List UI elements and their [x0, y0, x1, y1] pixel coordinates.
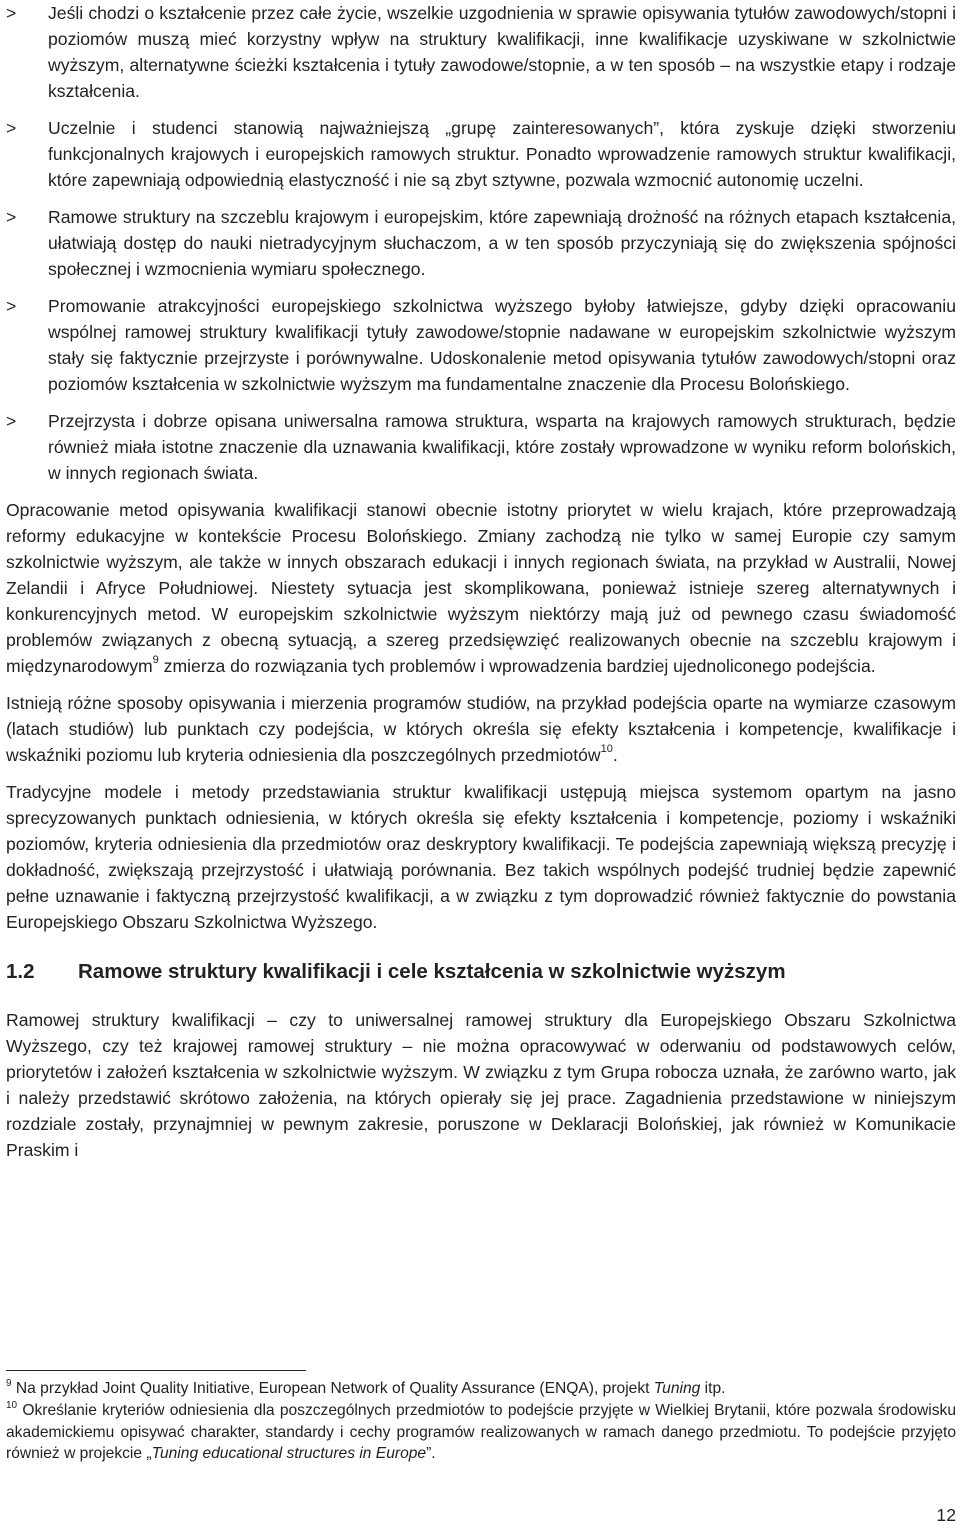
footnote-10 [6, 1400, 956, 1465]
bullet-text: Ramowe struktury na szczeblu krajowym i europejskim, które zapewniają drożność na różnych etapach kształcenia, ułatwiają dostęp do nauki nietradycyjnym słuchaczom, a w ten sposób przyczyniają się do zwiększenia spójności społecznej i wzmocnienia wymiaru społecznego. [48, 207, 956, 279]
footnote-number: 9 [6, 1377, 12, 1389]
bullet-marker: > [6, 207, 17, 227]
bullet-text: Przejrzysta i dobrze opisana uniwersalna ramowa struktura, wsparta na krajowych ramowych strukturach, będzie również miała istotne znaczenie dla uznawania kwalifikacji, które zostały wprowadzone w wyniku reform bolońskich, w innych regionach świata. [48, 411, 956, 483]
footnote-number: 10 [6, 1399, 18, 1411]
bullet-marker: > [6, 411, 17, 431]
bullet-marker: > [6, 296, 17, 316]
paragraph-study-programmes [6, 690, 956, 768]
footnote-9 [6, 1378, 956, 1400]
footnote-ref: 10 [600, 743, 613, 756]
section-heading [6, 959, 956, 985]
footnote-ref: 9 [152, 654, 159, 667]
section-number: 1.2 [6, 960, 35, 983]
paragraph-text: Istnieją różne sposoby opisywania i mierzenia programów studiów, na przykład podejścia oparte na wymiarze czasowym (latach studiów) lub punktach czy podejścia, w których określa się efekty kształcenia i kompetencje, kwalifikacje i wskaźniki poziomu lub kryteria odniesienia dla poszczególnych przedmiotów [6, 693, 956, 765]
bullet-item [6, 0, 956, 104]
paragraph-text: Opracowanie metod opisywania kwalifikacji stanowi obecnie istotny priorytet w wielu krajach, które przeprowadzają reformy edukacyjne w kontekście Procesu Bolońskiego. Zmiany zachodzą nie tylko w samej Europie czy samym szkolnictwie wyższym, ale także w innych obszarach edukacji i innych regionach świata, na przykład w Australii, Nowej Zelandii i Afryce Południowej. Niestety sytuacja jest skomplikowana, ponieważ istnieje szereg alternatywnych i konkurencyjnych metod. W europejskim szkolnictwie wyższym niektórzy mają już od pewnego czasu świadomość problemów związanych z obecną sytuacją, a szereg przedsięwzięć realizowanych obecnie na szczeblu krajowym i międzynarodowym [6, 500, 956, 676]
paragraph-qualifications-priority [6, 497, 956, 679]
bullet-item [6, 408, 956, 486]
footnote-text: Na przykład Joint Quality Initiative, European Network of Quality Assurance (ENQA), projekt [15, 1380, 654, 1397]
footnote-text: itp. [700, 1380, 726, 1397]
footnote-text: Określanie kryteriów odniesienia dla poszczególnych przedmiotów to podejście przyjęte w Wielkiej Brytanii, które pozwala środowisku akademickiemu opisywać charakter, standardy i cechy programów realizowanych w ramach danego przedmiotu. To podejście przyjęto również w projekcie „ [6, 1402, 956, 1462]
bullet-marker: > [6, 118, 17, 138]
page-number: 12 [936, 1505, 956, 1525]
footnote-italic: Tuning [653, 1380, 701, 1397]
bullet-text: Uczelnie i studenci stanowią najważniejszą „grupę zainteresowanych”, która zyskuje dzięki stworzeniu funkcjonalnych krajowych i europejskich ramowych struktur. Ponadto wprowadzenie ramowych struktur kwalifikacji, które zapewniają odpowiednią elastyczność i nie są zbyt sztywne, pozwala wzmocnić autonomię uczelni. [48, 118, 956, 190]
paragraph-text: . [612, 745, 618, 765]
bullet-text: Promowanie atrakcyjności europejskiego szkolnictwa wyższego byłoby łatwiejsze, gdyby dzięki opracowaniu wspólnej ramowej struktury kwalifikacji tytuły zawodowe/stopnie nadawane w europejskim szkolnictwie wyższym stały się faktycznie przejrzyste i porównywalne. Udoskonalenie metod opisywania tytułów zawodowych/stopni oraz poziomów kształcenia w szkolnictwie wyższym ma fundamentalne znaczenie dla Procesu Bolońskiego. [48, 296, 956, 394]
bullet-text: Jeśli chodzi o kształcenie przez całe życie, wszelkie uzgodnienia w sprawie opisywania tytułów zawodowych/stopni i poziomów muszą mieć korzystny wpływ na struktury kwalifikacji, inne kwalifikacje uzyskiwane w szkolnictwie wyższym, alternatywne ścieżki kształcenia i tytuły zawodowe/stopnie, a w ten sposób – na wszystkie etapy i rodzaje kształcenia. [48, 3, 956, 101]
footnote-italic: Tuning educational structures in Europe [151, 1445, 427, 1462]
footnote-text: ”. [426, 1445, 436, 1462]
bullet-list [6, 0, 956, 486]
bullet-item [6, 204, 956, 282]
footnote-separator [6, 1370, 306, 1371]
bullet-item [6, 293, 956, 397]
paragraph-text: zmierza do rozwiązania tych problemów i wprowadzenia bardziej ujednoliconego podejścia. [158, 656, 876, 676]
paragraph-framework-goals: Ramowej struktury kwalifikacji – czy to uniwersalnej ramowej struktury dla Europejskiego Obszaru Szkolnictwa Wyższego, czy też krajowej ramowej struktury – nie można opracowywać w oderwaniu od podstawowych celów, priorytetów i założeń kształcenia w szkolnictwie wyższym. W związku z tym Grupa robocza uznała, że zarówno warto, jak i należy przedstawić skrótowo założenia, na których opierały się jej prace. Zagadnienia przedstawione w niniejszym rozdziale zostały, przynajmniej w pewnym zakresie, poruszone w Deklaracji Bolońskiej, jak również w Komunikacie Praskim i [6, 1010, 956, 1160]
bullet-item [6, 115, 956, 193]
bullet-marker: > [6, 3, 17, 23]
section-title: Ramowe struktury kwalifikacji i cele kształcenia w szkolnictwie wyższym [78, 960, 786, 983]
document-page [6, 0, 956, 1163]
paragraph-traditional-models: Tradycyjne modele i metody przedstawiania struktur kwalifikacji ustępują miejsca systemom opartym na jasno sprecyzowanych punktach odniesienia, w których określa się efekty kształcenia i kompetencje, poziomy i wskaźniki poziomów, kryteria odniesienia dla przedmiotów oraz deskryptory kwalifikacji. Te podejścia zapewniają większą precyzję i dokładność, zwiększają przejrzystość i ułatwiają porównania. Bez takich wspólnych podejść trudniej będzie zapewnić pełne uznawanie i faktyczną przejrzystość kwalifikacji, a w związku z tym doprowadzić również faktycznie do powstania Europejskiego Obszaru Szkolnictwa Wyższego. [6, 782, 956, 932]
